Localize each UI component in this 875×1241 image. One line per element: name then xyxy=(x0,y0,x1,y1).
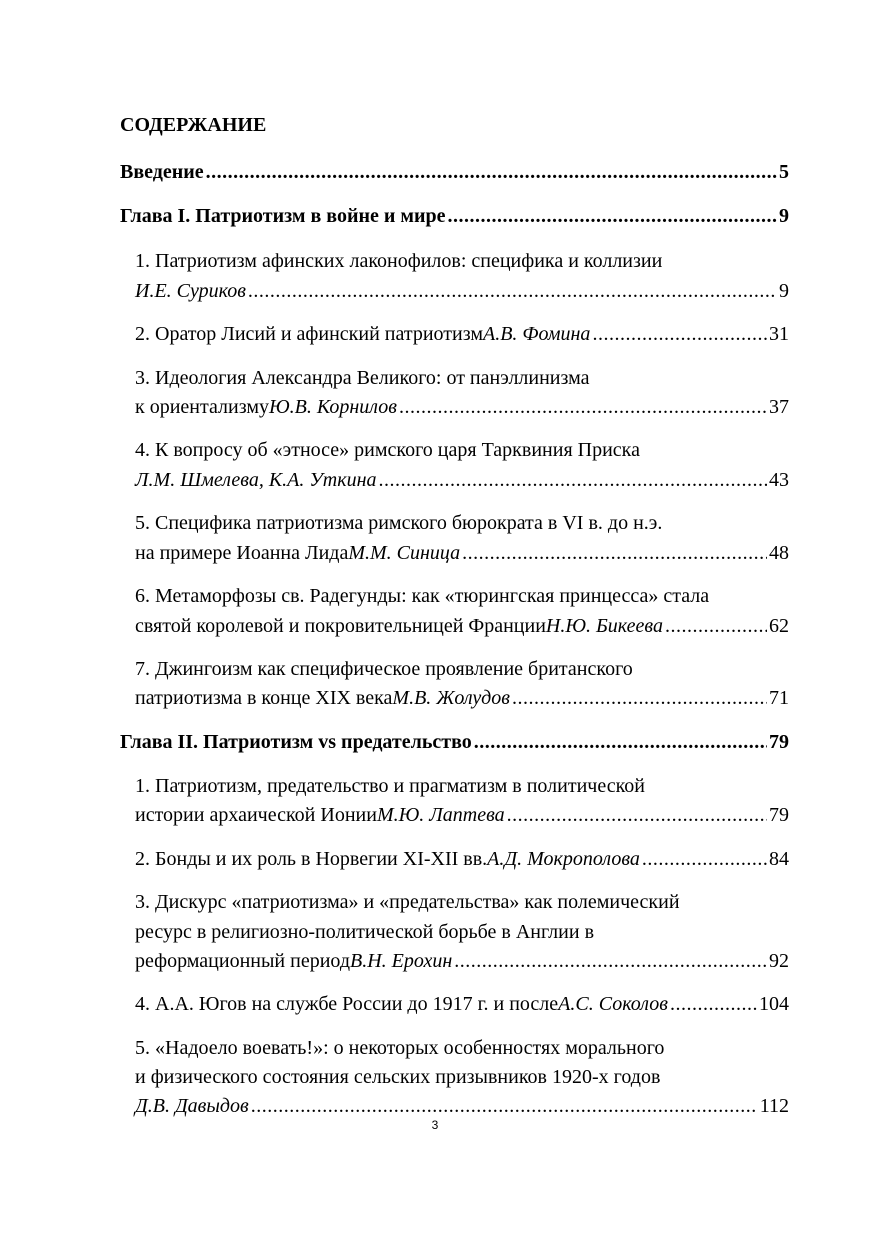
entry-page: 71 xyxy=(769,687,789,709)
chapter-2-page: 79 xyxy=(769,731,789,753)
toc-intro-page: 5 xyxy=(779,161,789,183)
entry-text: патриотизма в конце XIX века xyxy=(135,687,393,709)
toc-entry-last-line xyxy=(135,279,789,303)
toc-entry-last-line xyxy=(135,949,789,973)
leader-dots xyxy=(670,992,757,1016)
leader-dots xyxy=(251,1094,758,1118)
entry-author: Н.Ю. Бикеева xyxy=(545,615,663,637)
entry-text: 2. Оратор Лисий и афинский патриотизм xyxy=(135,323,483,345)
page-number: 3 xyxy=(431,1118,439,1132)
entry-page: 92 xyxy=(769,950,789,972)
entry-author: Д.В. Давыдов xyxy=(135,1095,249,1117)
toc-entry-last-line xyxy=(135,992,789,1016)
entry-text: реформационный период xyxy=(135,950,351,972)
chapter-1-page: 9 xyxy=(779,205,789,227)
entry-author: А.С. Соколов xyxy=(558,993,668,1015)
toc-entry-last-line xyxy=(135,395,789,419)
leader-dots xyxy=(206,160,777,184)
entry-text: 5. Специфика патриотизма римского бюрократа в VI в. до н.э. xyxy=(135,512,663,534)
entry-page: 79 xyxy=(769,804,789,826)
entry-page: 112 xyxy=(759,1095,789,1117)
toc-intro-title: Введение xyxy=(120,161,204,183)
entry-author: Л.М. Шмелева, К.А. Уткина xyxy=(135,469,377,491)
entry-text: 4. К вопросу об «этносе» римского царя Тарквиния Приска xyxy=(135,439,640,461)
leader-dots xyxy=(462,541,767,565)
leader-dots xyxy=(399,395,767,419)
entry-text: 3. Идеология Александра Великого: от панэллинизма xyxy=(135,367,590,389)
entry-text: ресурс в религиозно-политической борьбе в Англии в xyxy=(135,921,595,943)
entry-text: и физического состояния сельских призывников 1920-х годов xyxy=(135,1066,661,1088)
entry-page: 84 xyxy=(769,848,789,870)
entry-author: М.М. Синица xyxy=(348,542,461,564)
entry-page: 43 xyxy=(769,469,789,491)
toc-entry-last-line xyxy=(135,847,789,871)
entry-author: В.Н. Ерохин xyxy=(350,950,453,972)
leader-dots xyxy=(642,847,767,871)
toc-chapter-1 xyxy=(120,204,789,228)
entry-page: 37 xyxy=(769,396,789,418)
entry-text: 4. А.А. Югов на службе России до 1917 г. и после xyxy=(135,993,559,1015)
toc-entry-last-line xyxy=(135,1094,789,1118)
entry-text: истории архаической Ионии xyxy=(135,804,377,826)
leader-dots xyxy=(512,686,767,710)
entry-page: 62 xyxy=(769,615,789,637)
entry-text: святой королевой и покровительницей Франции xyxy=(135,615,546,637)
entry-author: А.В. Фомина xyxy=(482,323,591,345)
entry-text: 5. «Надоело воевать!»: о некоторых особенностях морального xyxy=(135,1037,665,1059)
toc-chapter-2 xyxy=(120,730,789,754)
leader-dots xyxy=(507,803,767,827)
entry-author: М.В. Жолудов xyxy=(392,687,510,709)
leader-dots xyxy=(454,949,767,973)
leader-dots xyxy=(379,468,767,492)
leader-dots xyxy=(448,204,777,228)
toc-entry-last-line xyxy=(135,322,789,346)
entry-page: 9 xyxy=(779,280,789,302)
entry-author: М.Ю. Лаптева xyxy=(376,804,505,826)
toc-entry-last-line xyxy=(135,614,789,638)
entry-text: 6. Метаморфозы св. Радегунды: как «тюрингская принцесса» стала xyxy=(135,585,710,607)
leader-dots xyxy=(665,614,767,638)
entry-author: Ю.В. Корнилов xyxy=(269,396,397,418)
entry-page: 31 xyxy=(769,323,789,345)
toc-entry-last-line xyxy=(135,468,789,492)
chapter-1-title: Глава I. Патриотизм в войне и мире xyxy=(120,205,446,227)
leader-dots xyxy=(248,279,777,303)
entry-text: 3. Дискурс «патриотизма» и «предательства» как полемический xyxy=(135,891,680,913)
entry-text: 7. Джингоизм как специфическое проявление британского xyxy=(135,658,633,680)
leader-dots xyxy=(592,322,767,346)
leader-dots xyxy=(474,730,767,754)
entry-text: на примере Иоанна Лида xyxy=(135,542,349,564)
chapter-2-title: Глава II. Патриотизм vs предательство xyxy=(120,731,472,753)
entry-text: 1. Патриотизм афинских лаконофилов: специфика и коллизии xyxy=(135,250,663,272)
entry-page: 48 xyxy=(769,542,789,564)
toc-entry-last-line xyxy=(135,541,789,565)
entry-author: А.Д. Мокрополова xyxy=(487,848,640,870)
toc-entry-last-line xyxy=(135,803,789,827)
entry-text: 2. Бонды и их роль в Норвегии XI-XII вв. xyxy=(135,848,488,870)
entry-author: И.Е. Суриков xyxy=(135,280,246,302)
toc-heading: СОДЕРЖАНИЕ xyxy=(120,114,267,136)
entry-text: 1. Патриотизм, предательство и прагматизм в политической xyxy=(135,775,645,797)
toc-entry-last-line xyxy=(135,686,789,710)
entry-text: к ориентализму xyxy=(135,396,269,418)
entry-page: 104 xyxy=(759,993,789,1015)
toc-intro xyxy=(120,160,789,184)
